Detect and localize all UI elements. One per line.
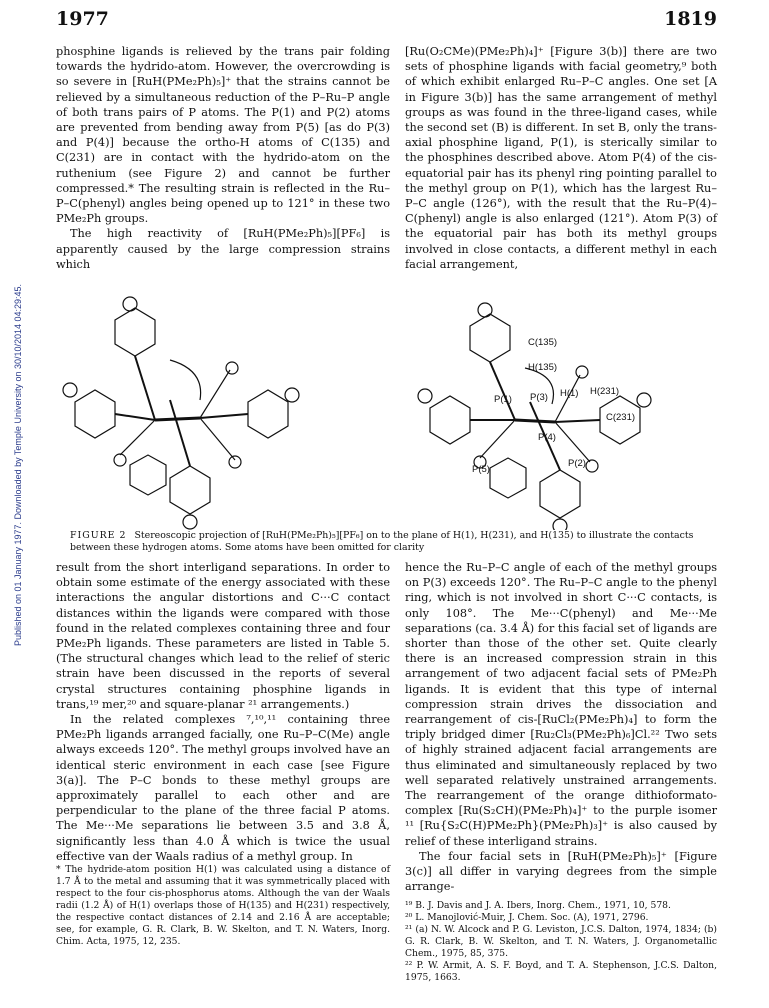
atom-label: P(3)	[530, 392, 548, 403]
left-stereo-image	[63, 297, 299, 529]
atom-label: H(231)	[590, 386, 620, 397]
reference: ²² P. W. Armit, A. S. F. Boyd, and T. A. Stephenson, J.C.S. Dalton, 1975, 1663.	[405, 960, 717, 984]
download-sidebar	[8, 160, 22, 780]
page-number: 1819	[664, 8, 717, 30]
atom-label: C(135)	[528, 337, 558, 348]
page-year: 1977	[56, 8, 109, 30]
references	[405, 900, 717, 984]
atom-label: C(231)	[606, 412, 636, 423]
paragraph: phosphine ligands is relieved by the trans pair folding towards the hydrido-atom. However, the overcrowding is so severe in [RuH(PMe₂Ph)₅]⁺ that the strains cannot be relieved by a simultaneous reduction of the P–Ru–P angle of both trans pairs of P atoms. The P(1) and P(2) atoms are prevented from bending away from P(5) [as do P(3) and P(4)] because the ortho-H atoms of C(135) and C(231) are in contact with the hydrido-atom on the ruthenium (see Figure 2) and cannot be further compressed.* The resulting strain is reflected in the Ru–P–C(phenyl) angles being opened up to 121° in these two PMe₂Ph groups.	[56, 45, 390, 226]
reference: ¹⁹ B. J. Davis and J. A. Ibers, Inorg. Chem., 1971, 10, 578.	[405, 900, 671, 912]
paragraph: The four facial sets in [RuH(PMe₂Ph)₅]⁺ [Figure 3(c)] all differ in varying degrees from the simple arrange-	[405, 849, 717, 894]
atom-label: P(4)	[538, 432, 556, 443]
paragraph: In the related complexes ⁷,¹⁰,¹¹ containing three PMe₂Ph ligands arranged facially, one Ru–P–C(Me) angle always exceeds 120°. The methyl groups involved have an identical steric environment in each case [see Figure 3(a)]. The P–C bonds to these methyl groups are approximately parallel to each other and are perpendicular to the plane of the three facial P atoms. The Me···Me separations lie between 3.5 and 3.8 Å, significantly less than 4.0 Å which is twice the usual effective van der Waals radius of a methyl group. In	[56, 713, 390, 863]
figure-caption	[70, 530, 720, 554]
reference: ²⁰ L. Manojlović-Muir, J. Chem. Soc. (A), 1971, 2796.	[405, 912, 649, 924]
column-2-bottom	[405, 560, 717, 984]
paragraph: hence the Ru–P–C angle of each of the methyl groups on P(3) exceeds 120°. The Ru–P–C angle to the phenyl ring, which is not involved in short C···C contacts, is only 108°. The Me···C(phenyl) and Me···Me separations (ca. 3.4 Å) for this facial set of ligands are shorter than those of the other set. Quite clearly there is an increased compression strain in this arrangement of two adjacent facial sets of PMe₂Ph ligands. It is evident that this type of internal compression strain drives the dissociation and rearrangement of cis-[RuCl₂(PMe₂Ph)₄] to form the triply bridged dimer [Ru₂Cl₃(PMe₂Ph)₆]Cl.²² Two sets of highly strained adjacent facial arrangements are thus eliminated and simultaneously replaced by two well separated relatively unstrained arrangements. The rearrangement of the orange dithioformato-complex [Ru(S₂CH)(PMe₂Ph)₄]⁺ to the purple isomer ¹¹ [Ru{S₂C(H)PMe₂Ph}(PMe₂Ph)₃]⁺ is also caused by relief of these interligand strains.	[405, 561, 717, 848]
paragraph: The high reactivity of [RuH(PMe₂Ph)₅][PF₆] is apparently caused by the large compression strains which	[56, 227, 390, 271]
reference: ²¹ (a) N. W. Alcock and P. G. Leviston, J.C.S. Dalton, 1974, 1834; (b) G. R. Clark, B. W. Skelton, and T. N. Waters, J. Organometallic Chem., 1975, 85, 375.	[405, 924, 717, 960]
atom-label: H(135)	[528, 362, 558, 373]
stereo-figure	[60, 290, 720, 530]
paragraph: result from the short interligand separations. In order to obtain some estimate of the energy associated with these interactions the angular distortions and C···C contact distances within the ligands were compared with those found in the related complexes containing three and four PMe₂Ph ligands. These parameters are listed in Table 5. (The structural changes which lead to the relief of steric strain have been discussed in the reports of several crystal structures containing phosphine ligands in trans,¹⁹ mer,²⁰ and square-planar ²¹ arrangements.)	[56, 561, 390, 711]
figure-caption-text: Stereoscopic projection of [RuH(PMe₂Ph)₅][PF₆] on to the plane of H(1), H(231), and H(135) to illustrate the contacts between these hydrogen atoms. Some atoms have been omitted for clarity	[70, 530, 694, 553]
column-1-bottom	[56, 560, 390, 948]
atom-label: P(5)	[472, 464, 490, 475]
atom-label: H(1)	[560, 388, 579, 399]
atom-label: P(2)	[568, 458, 586, 469]
atom-label: P(1)	[494, 394, 512, 405]
column-2-top	[405, 44, 717, 272]
column-1-top	[56, 44, 390, 272]
paragraph: [Ru(O₂CMe)(PMe₂Ph)₄]⁺ [Figure 3(b)] there are two sets of phosphine ligands with facial geometry,⁹ both of which exhibit enlarged Ru–P–C angles. One set [A in Figure 3(b)] has the same arrangement of methyl groups as was found in the three-ligand cases, while the second set (B) is different. In set B, only the trans-axial phosphine ligand, P(1), is sterically similar to the phosphines described above. Atom P(4) of the cis-equatorial pair has its phenyl ring pointing parallel to the methyl group on P(1), which has the largest Ru–P–C angle (126°), with the result that the Ru–P(4)–C(phenyl) angle is also enlarged (121°). Atom P(3) of the equatorial pair has both its methyl groups involved in close contacts, a different methyl in each facial arrangement,	[405, 45, 717, 271]
download-sidebar-text: Published on 01 January 1977. Downloaded by Temple University on 30/10/2014 04:29:45.	[13, 283, 23, 647]
footnote: * The hydride-atom position H(1) was calculated using a distance of 1.7 Å to the metal and assuming that it was symmetrically placed with respect to the four cis-phosphorus atoms. Although the van der Waals radii (1.2 Å) of H(1) overlaps those of H(135) and H(231) respectively, the respective contact distances of 2.14 and 2.16 Å are acceptable; see, for example, G. R. Clark, B. W. Skelton, and T. N. Waters, Inorg. Chim. Acta, 1975, 12, 235.	[56, 864, 390, 948]
figure-caption-label: FIGURE 2	[70, 530, 127, 541]
